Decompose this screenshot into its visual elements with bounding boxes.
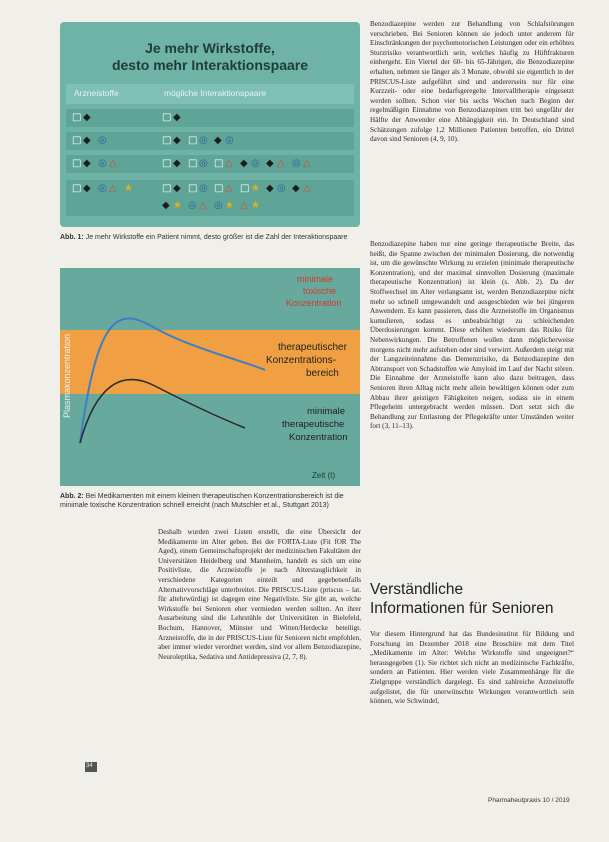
square-icon: □ (72, 112, 82, 123)
triangle-icon: △ (225, 158, 233, 169)
diamond-icon: ◆ (240, 158, 248, 169)
square-icon: □ (72, 158, 82, 169)
figure-concentration-chart (60, 268, 360, 486)
body-text-right-bottom: Vor diesem Hintergrund hat das Bundesinstitut für Bildung und Forschung im Dezember 2018 eine Broschüre mit dem Titel „Medikamente im Alter: Welche Wirkstoffe sind ungeeignet?“ herausgegeben (1). Sie richtet sich nicht an medizinische Fachkräfte, sondern an Patienten. Hier werden viele Zusammenhänge für die Zielgruppe verständlich dargelegt. Es sind zahlreiche Arzneistoffe aufgelistet, die für unerwünschte Wirkungen verantwortlich sein können, wie Schwindel, (370, 630, 574, 706)
diamond-icon: ◆ (173, 135, 181, 146)
square-icon: □ (214, 183, 224, 194)
diamond-icon: ◆ (266, 183, 274, 194)
square-icon: □ (214, 158, 224, 169)
star-icon: ★ (251, 183, 260, 194)
concentration-svg (60, 268, 360, 486)
label-min-therapeutic: minimale therapeutische Konzentration (282, 406, 348, 443)
circle-icon: ◎ (98, 183, 107, 194)
star-icon: ★ (124, 183, 133, 194)
triangle-icon: △ (109, 158, 117, 169)
diamond-icon: ◆ (292, 183, 300, 194)
circle-icon: ◎ (225, 135, 234, 146)
star-icon: ★ (251, 200, 260, 211)
diamond-icon: ◆ (266, 158, 274, 169)
square-icon: □ (162, 158, 172, 169)
interaction-row (66, 155, 354, 173)
body-text-left: Deshalb wurden zwei Listen erstellt, die eine Übersicht der Medikamente im Alter geben. Bei der FORTA-Liste (Fit fOR The Aged), einem Gemeinschaftsprojekt der medizinischen Fakultäten der Universitäten Heidelberg und Mannheim, handelt es sich um eine Positivliste, die Arzneistoffe je nach Alterstauglichkeit in verschiedene Kategorien einteilt und gegebenenfalls Alternativvorschläge unterbreitet. Die PRISCUS-Liste (priscus – lat. für altehrwürdig) ist dagegen eine Negativliste. Sie gibt an, welche Wirkstoffe bei Senioren eher vermieden werden sollten. An ihrer Ausarbeitung sind die Lehrstühle der Universitäten in Bielefeld, Bochum, Hannover, Münster und Witten/Herdecke beteiligt. Arzneistoffe, die in der PRISCUS-Liste für Senioren nicht empfohlen, aber immer wieder verordnet werden, sind vor allem Benzodiazepine, Neuroleptika, Sedativa und Antidepressiva (2, 7, 8). (158, 528, 361, 661)
y-axis-label: Plasmakonzentration (62, 333, 72, 418)
square-icon: □ (162, 183, 172, 194)
diamond-icon: ◆ (83, 158, 91, 169)
circle-icon: ◎ (292, 158, 301, 169)
triangle-icon: △ (277, 158, 285, 169)
figure1-title: Je mehr Wirkstoffe, desto mehr Interaktionspaare (111, 40, 309, 73)
section-heading: Verständliche Informationen für Senioren (370, 581, 554, 617)
footer-journal: Pharmaheutpraxis 10 / 2019 (488, 797, 570, 804)
circle-icon: ◎ (98, 158, 107, 169)
figure2-caption: Abb. 2: Bei Medikamenten mit einem kleinen therapeutischen Konzentrationsbereich ist die minimale toxische Konzentration schnell erreicht (nach Mutschler et al., Stuttgart 2013) (60, 493, 344, 509)
x-axis-label: Zeit (t) (312, 471, 336, 480)
diamond-icon: ◆ (83, 112, 91, 123)
diamond-icon: ◆ (214, 135, 222, 146)
body-text-right-mid: Benzodiazepine haben nur eine geringe therapeutische Breite, das heißt, die Spanne zwischen der minimalen Dosierung, die notwendig ist, um die gewünschte Wirkung zu erzielen (minimale therapeutische Konzentration), und der maximal sinnvollen Dosierung (maximale therapeutische Konzentration) ist klein (s. Abb. 2). Da der Stoffwechsel im Alter verlangsamt ist, werden Benzodiazepine nicht mehr so schnell umgewandelt und ausgeschieden wie bei jüngeren Anwendern. Es kann passieren, dass die Arzneistoffe im Organismus kumulieren, sodass es unbeabsichtigt zu schleichenden Überdosierungen kommt. Diese erhöhen wiederum das Risiko für Nebenwirkungen. Die Betroffenen wollen dann möglicherweise morgens nicht mehr aufstehen oder sind verwirrt. Außerdem steigt mit der Langzeiteinnahme das Demenzrisiko, da Benzodiazepine den Abtransport von Schadstoffen wie Amyloid im Lauf der Nacht stören. Die Einnahme der Arzneistoffe kann also dazu beitragen, dass Senioren ihren Alltag nicht mehr allein bewältigen können oder zum Abbau ihrer geistigen Fähigkeiten neigen, sodass sie in einem Pflegeheim untergebracht werden müssen. Dort setzt sich die Behandlung zur Entlastung der Pflegekräfte unter Umständen weiter fort (3, 11–13). (370, 240, 574, 431)
diamond-icon: ◆ (173, 183, 181, 194)
label-min-toxic: minimale toxische Konzentration (286, 274, 342, 308)
triangle-icon: △ (199, 200, 207, 211)
col-header-pairs: mögliche Interaktionspaare (164, 88, 267, 98)
circle-icon: ◎ (277, 183, 286, 194)
circle-icon: ◎ (199, 135, 208, 146)
interaction-row (66, 109, 354, 127)
interaction-row (66, 132, 354, 150)
square-icon: □ (188, 183, 198, 194)
square-icon: □ (72, 135, 82, 146)
page-number: 34 (85, 762, 97, 772)
interaction-row (66, 180, 354, 216)
circle-icon: ◎ (199, 158, 208, 169)
label-therapeutic-range: therapeutischer Konzentrations- bereich (266, 342, 347, 379)
triangle-icon: △ (303, 158, 311, 169)
square-icon: □ (188, 135, 198, 146)
triangle-icon: △ (225, 183, 233, 194)
triangle-icon: △ (240, 200, 248, 211)
square-icon: □ (72, 183, 82, 194)
circle-icon: ◎ (214, 200, 223, 211)
square-icon: □ (240, 183, 250, 194)
circle-icon: ◎ (199, 183, 208, 194)
body-text-right-top: Benzodiazepine werden zur Behandlung von Schlafstörungen verschrieben. Bei Senioren können sie jedoch unter anderem für Einschränkungen der psychomotorischen Leistungen oder ein erhöhtes Sturzrisiko verantwortlich sein, welches häufig zu Hüftfrakturen einhergeht. Ein Viertel der 60- bis 65-Jährigen, die Benzodiazepine erhalten, nehmen sie länger als 3 Monate, obwohl sie eigentlich in der PRISCUS-Liste aufgeführt sind und andererseits nur für eine Kurzzeit- oder eine bedarfsgeregelte Intervalltherapie eingesetzt werden sollten. Schon vier bis sechs Wochen nach Beginn der regelmäßigen Einnahme von Benzodiazepinen tritt bei ungefähr der Hälfte der Anwender eine Abhängigkeit ein. In Deutschland sind Schätzungen zufolge 1,2 Millionen Patienten betroffen, ein Drittel davon sind Senioren (4, 9, 10). (370, 20, 574, 144)
figure-interaction-pairs (60, 22, 360, 227)
figure1-caption: Abb. 1: Je mehr Wirkstoffe ein Patient nimmt, desto größer ist die Zahl der Interaktionspaare (60, 234, 348, 241)
circle-icon: ◎ (251, 158, 260, 169)
diamond-icon: ◆ (83, 183, 91, 194)
diamond-icon: ◆ (162, 200, 170, 211)
col-header-drugs: Arzneistoffe (74, 88, 119, 98)
figure1-header-row (66, 84, 354, 104)
square-icon: □ (162, 135, 172, 146)
square-icon: □ (162, 112, 172, 123)
square-icon: □ (188, 158, 198, 169)
star-icon: ★ (173, 200, 182, 211)
star-icon: ★ (225, 200, 234, 211)
circle-icon: ◎ (98, 135, 107, 146)
circle-icon: ◎ (188, 200, 197, 211)
diamond-icon: ◆ (173, 158, 181, 169)
triangle-icon: △ (303, 183, 311, 194)
diamond-icon: ◆ (83, 135, 91, 146)
triangle-icon: △ (109, 183, 117, 194)
diamond-icon: ◆ (173, 112, 181, 123)
